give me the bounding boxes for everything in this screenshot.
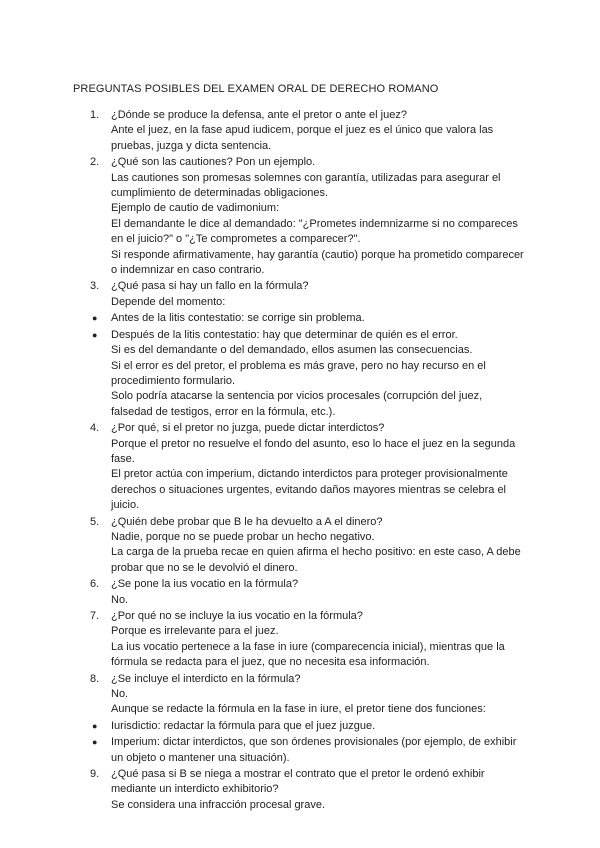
answer-line: Si el error es del pretor, el problema es más grave, pero no hay recurso en el bbox=[111, 359, 486, 372]
question-list bbox=[90, 108, 530, 814]
answer-line: juicio. bbox=[111, 499, 140, 512]
question-text: ¿Quién debe probar que B le ha devuelto a A el dinero? bbox=[111, 515, 383, 528]
bullet-marker: ● bbox=[92, 737, 98, 748]
page-title: PREGUNTAS POSIBLES DEL EXAMEN ORAL DE DERECHO ROMANO bbox=[73, 83, 439, 95]
answer-line: Las cautiones son promesas solemnes con garantía, utilizadas para asegurar el bbox=[111, 171, 501, 184]
question-number: 7. bbox=[90, 610, 100, 622]
answer-line: fase. bbox=[111, 452, 135, 465]
question-item bbox=[90, 609, 530, 671]
question-number: 5. bbox=[90, 515, 100, 528]
answer-line: Porque el pretor no resuelve el fondo del asunto, eso lo hace el juez en la segunda bbox=[111, 437, 516, 450]
question-text: ¿Se pone la ius vocatio en la fórmula? bbox=[111, 578, 299, 591]
question-item bbox=[90, 577, 530, 608]
bullet-item bbox=[90, 719, 530, 734]
question-text: ¿Por qué, si el pretor no juzga, puede dictar interdictos? bbox=[111, 422, 385, 435]
answer-line: No. bbox=[111, 688, 129, 701]
answer-line: Ante el juez, en la fase apud iudicem, porque el juez es el único que valora las bbox=[111, 124, 494, 137]
answer-line: La ius vocatio pertenece a la fase in iure (comparecencia inicial), mientras que la bbox=[111, 640, 505, 653]
answer-line: El pretor actúa con imperium, dictando interdictos para proteger provisionalmente bbox=[111, 468, 508, 481]
answer-line: procedimiento formulario. bbox=[111, 374, 236, 387]
answer-line: No. bbox=[111, 593, 129, 606]
question-text: ¿Qué pasa si hay un fallo en la fórmula? bbox=[111, 280, 309, 293]
question-item bbox=[90, 515, 530, 577]
question-text: ¿Qué pasa si B se niega a mostrar el contrato que el pretor le ordenó exhibir bbox=[111, 768, 485, 781]
bullet-item bbox=[90, 311, 530, 326]
question-text: ¿Qué son las cautiones? Pon un ejemplo. bbox=[111, 156, 316, 169]
question-number: 1. bbox=[90, 109, 100, 121]
answer-line: o indemnizar en caso contrario. bbox=[111, 264, 265, 277]
answer-line: Solo podría atacarse la sentencia por vicios procesales (corrupción del juez, bbox=[111, 390, 483, 403]
question-number: 4. bbox=[90, 422, 100, 435]
answer-line: Nadie, porque no se puede probar un hecho negativo. bbox=[111, 530, 375, 543]
question-item bbox=[90, 279, 530, 310]
answer-line: Iurisdictio: redactar la fórmula para que el juez juzgue. bbox=[111, 719, 376, 732]
answer-line: Antes de la litis contestatio: se corrige sin problema. bbox=[111, 312, 365, 325]
answer-line: Después de la litis contestatio: hay que determinar de quién es el error. bbox=[111, 328, 458, 341]
answer-line: Porque es irrelevante para el juez. bbox=[111, 625, 279, 638]
answer-line: El demandante le dice al demandado: "¿Prometes indemnizarme si no compareces bbox=[111, 217, 518, 230]
answer-line: mediante un interdicto exhibitorio? bbox=[111, 783, 279, 796]
question-number: 9. bbox=[90, 768, 100, 781]
answer-line: derechos o situaciones urgentes, evitando daños mayores mientras se celebra el bbox=[111, 483, 507, 496]
bullet-item bbox=[90, 735, 530, 766]
question-number: 3. bbox=[90, 280, 100, 293]
answer-line: Aunque se redacte la fórmula en la fase in iure, el pretor tiene dos funciones: bbox=[111, 703, 486, 716]
question-item bbox=[90, 421, 530, 513]
bullet-marker: ● bbox=[92, 329, 98, 340]
answer-line: Si es del demandante o del demandado, ellos asumen las consecuencias. bbox=[111, 344, 473, 357]
answer-line: La carga de la prueba recae en quien afirma el hecho positivo: en este caso, A debe bbox=[111, 546, 521, 559]
answer-line: fórmula se redacta para el juez, que no necesita esa información. bbox=[111, 656, 430, 669]
bullet-item bbox=[90, 328, 530, 420]
question-number: 2. bbox=[90, 156, 100, 169]
answer-line: Imperium: dictar interdictos, que son órdenes provisionales (por ejemplo, de exhibir bbox=[111, 736, 517, 749]
question-item bbox=[90, 108, 530, 154]
answer-line: Depende del momento: bbox=[111, 295, 226, 308]
bullet-marker: ● bbox=[92, 720, 98, 731]
answer-line: en el juicio?" o "¿Te comprometes a comparecer?". bbox=[111, 233, 361, 246]
question-text: ¿Dónde se produce la defensa, ante el pretor o ante el juez? bbox=[111, 109, 407, 121]
answer-line: Ejemplo de cautio de vadimonium: bbox=[111, 202, 280, 215]
bullet-marker: ● bbox=[92, 313, 98, 324]
answer-line: Se considera una infracción procesal grave. bbox=[111, 798, 326, 811]
question-text: ¿Se incluye el interdicto en la fórmula? bbox=[111, 672, 301, 685]
answer-line: falsedad de testigos, error en la fórmula, etc.). bbox=[111, 405, 336, 418]
question-number: 8. bbox=[90, 672, 100, 685]
answer-line: cumplimiento de determinadas obligaciones. bbox=[111, 187, 329, 200]
question-text: ¿Por qué no se incluye la ius vocatio en la fórmula? bbox=[111, 610, 363, 622]
question-item bbox=[90, 767, 530, 813]
answer-line: un objeto o mantener una situación). bbox=[111, 751, 290, 764]
answer-line: Si responde afirmativamente, hay garantía (cautio) porque ha prometido comparecer bbox=[111, 248, 524, 261]
answer-line: probar que no se le devolvió el dinero. bbox=[111, 561, 298, 574]
answer-line: pruebas, juzga y dicta sentencia. bbox=[111, 139, 272, 152]
question-item bbox=[90, 672, 530, 718]
question-item bbox=[90, 155, 530, 278]
question-number: 6. bbox=[90, 578, 100, 591]
